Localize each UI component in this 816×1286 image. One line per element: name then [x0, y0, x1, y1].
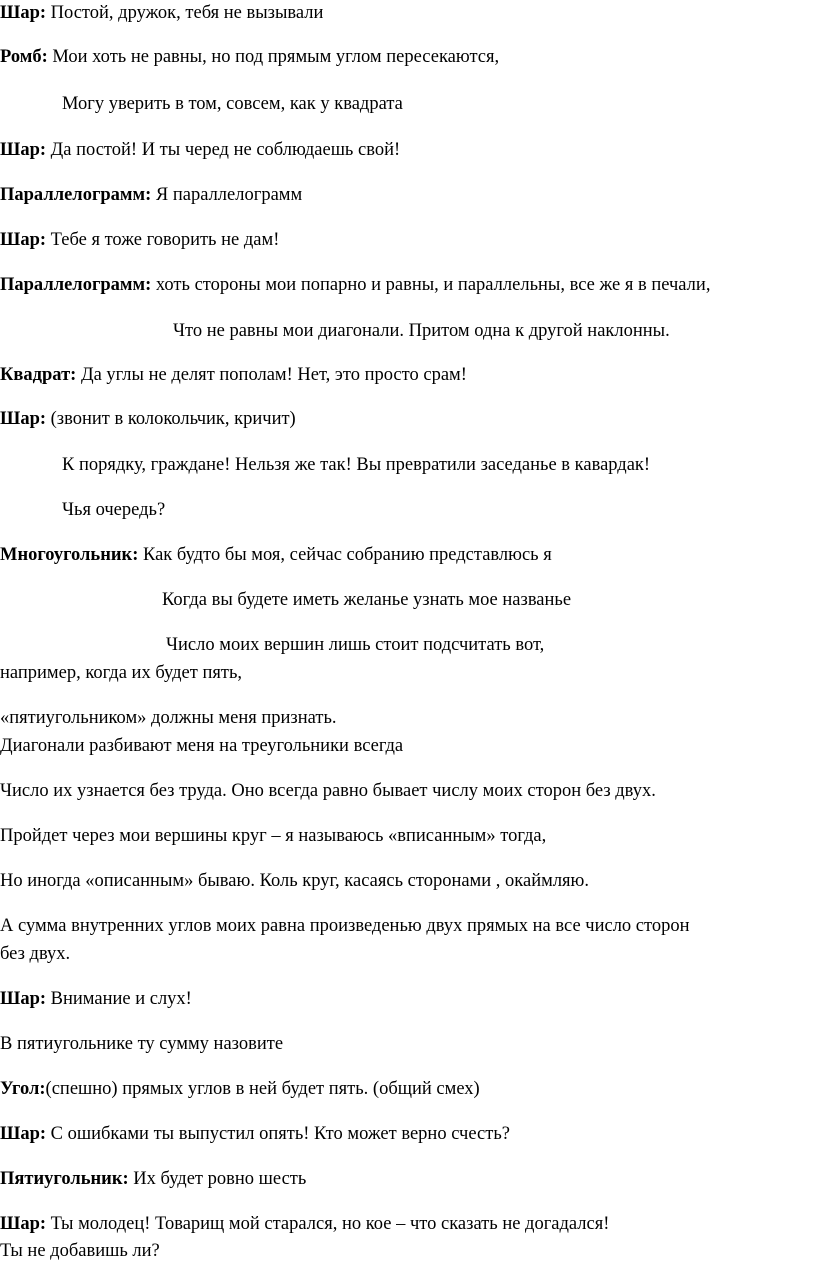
speaker-name: Шар:: [0, 409, 47, 429]
line-text: В пятиугольнике ту сумму назовите: [0, 1034, 284, 1054]
line-text: Когда вы будете иметь желанье узнать мое названье: [162, 590, 572, 610]
line-text: Да углы не делят пополам! Нет, это просто срам!: [76, 365, 467, 385]
line-text: Пройдет через мои вершины круг – я называюсь «вписанным» тогда,: [0, 826, 547, 846]
dialogue-line: [0, 184, 302, 206]
speaker-name: Многоугольник:: [0, 545, 139, 565]
dialogue-line: [0, 1240, 160, 1262]
speaker-name: Пятиугольник:: [0, 1169, 129, 1189]
dialogue-line: [62, 454, 650, 476]
dialogue-line: [0, 1123, 510, 1145]
speaker-name: Шар:: [0, 989, 47, 1009]
line-text: Я параллелограмм: [151, 185, 303, 205]
line-text: «пятиугольником» должны меня признать.: [0, 708, 337, 728]
dialogue-line: [0, 544, 552, 566]
line-text: С ошибками ты выпустил опять! Кто может верно счесть?: [46, 1124, 510, 1144]
speaker-name: Параллелограмм:: [0, 275, 152, 295]
dialogue-line: [0, 139, 400, 161]
dialogue-line: [62, 93, 403, 115]
speaker-name: Шар:: [0, 1124, 47, 1144]
speaker-name: Шар:: [0, 140, 47, 160]
line-text: Внимание и слух!: [46, 989, 192, 1009]
dialogue-line: [0, 1078, 480, 1100]
line-text: Ты молодец! Товарищ мой старался, но кое – что сказать не догадался!: [46, 1214, 610, 1234]
line-text: (звонит в колокольчик, кричит): [46, 409, 296, 429]
speaker-name: Ромб:: [0, 47, 48, 67]
line-text: Но иногда «описанным» бываю. Коль круг, касаясь сторонами , окаймляю.: [0, 871, 590, 891]
dialogue-line: [0, 1168, 306, 1190]
line-text: без двух.: [0, 944, 71, 964]
line-text: А сумма внутренних углов моих равна произведенью двух прямых на все число сторон: [0, 916, 690, 936]
dialogue-line: [162, 589, 571, 611]
line-text: Тебе я тоже говорить не дам!: [46, 230, 280, 250]
dialogue-line: [0, 943, 70, 965]
line-text: например, когда их будет пять,: [0, 663, 243, 683]
dialogue-line: [62, 499, 165, 521]
dialogue-line: [0, 274, 710, 296]
dialogue-line: [0, 780, 656, 802]
line-text: (спешно) прямых углов в ней будет пять. (общий смех): [45, 1079, 480, 1099]
dialogue-line: [0, 229, 279, 251]
line-text: Могу уверить в том, совсем, как у квадрата: [62, 94, 403, 114]
dialogue-line: [0, 988, 192, 1010]
line-text: Чья очередь?: [62, 500, 166, 520]
line-text: Ты не добавишь ли?: [0, 1241, 160, 1261]
dialogue-line: [0, 1213, 609, 1235]
speaker-name: Шар:: [0, 1214, 47, 1234]
line-text: хоть стороны мои попарно и равны, и параллельны, все же я в печали,: [151, 275, 711, 295]
dialogue-line: [0, 2, 323, 24]
line-text: Диагонали разбивают меня на треугольники всегда: [0, 736, 404, 756]
dialogue-line: [0, 735, 403, 757]
line-text: Число моих вершин лишь стоит подсчитать вот,: [166, 635, 545, 655]
line-text: К порядку, граждане! Нельзя же так! Вы превратили заседанье в кавардак!: [62, 455, 651, 475]
speaker-name: Шар:: [0, 3, 47, 23]
dialogue-line: [0, 364, 467, 386]
dialogue-line: [0, 915, 690, 937]
speaker-name: Шар:: [0, 230, 47, 250]
dialogue-line: [0, 707, 337, 729]
dialogue-line: [166, 634, 544, 656]
dialogue-line: [0, 1033, 283, 1055]
speaker-name: Квадрат:: [0, 365, 77, 385]
dialogue-line: [0, 825, 546, 847]
dialogue-line: [173, 320, 670, 342]
dialogue-line: [0, 870, 589, 892]
line-text: Число их узнается без труда. Оно всегда равно бывает числу моих сторон без двух.: [0, 781, 656, 801]
line-text: Что не равны мои диагонали. Притом одна к другой наклонны.: [173, 321, 670, 341]
line-text: Как будто бы моя, сейчас собранию представлюсь я: [138, 545, 552, 565]
speaker-name: Угол:: [0, 1079, 46, 1099]
line-text: Постой, дружок, тебя не вызывали: [46, 3, 324, 23]
dialogue-line: [0, 408, 296, 430]
line-text: Их будет ровно шесть: [128, 1169, 307, 1189]
line-text: Мои хоть не равны, но под прямым углом пересекаются,: [47, 47, 500, 67]
speaker-name: Параллелограмм:: [0, 185, 152, 205]
dialogue-line: [0, 46, 499, 68]
line-text: Да постой! И ты черед не соблюдаешь свой!: [46, 140, 401, 160]
dialogue-line: [0, 662, 242, 684]
